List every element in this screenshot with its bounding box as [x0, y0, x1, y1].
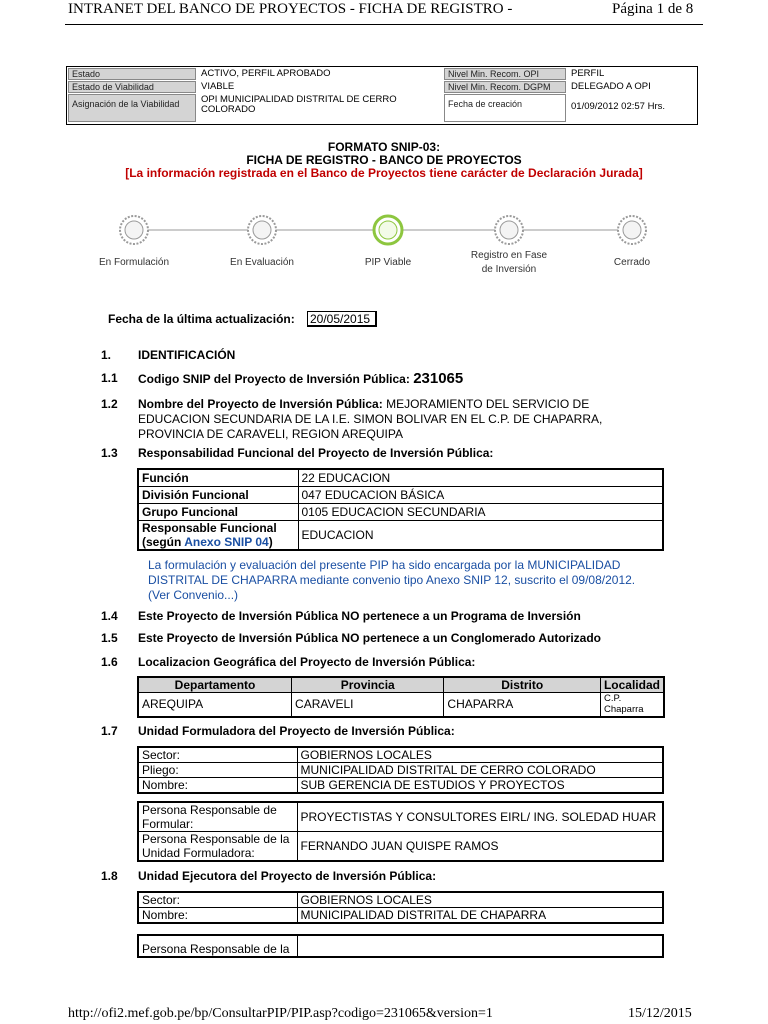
snip-code-label: Codigo SNIP del Proyecto de Inversión Pública: — [138, 372, 410, 386]
viabilidad-label: Estado de Viabilidad — [68, 81, 196, 93]
convenio-note-line2: DISTRITAL DE CHAPARRA mediante convenio tipo Anexo SNIP 12, suscrito el 09/08/2012. — [148, 573, 636, 587]
process-step-label: En Evaluación — [230, 257, 294, 268]
division-label: División Funcional — [138, 486, 298, 503]
functional-table — [137, 468, 664, 551]
loc-header-provincia: Provincia — [292, 677, 444, 693]
estado-value: ACTIVO, PERFIL APROBADO — [201, 69, 331, 79]
fecha-creacion-value: 01/09/2012 02:57 Hrs. — [571, 102, 666, 112]
uf-table — [137, 746, 664, 794]
responsable-value: EDUCACION — [298, 520, 663, 550]
conglomerado-statement: Este Proyecto de Inversión Pública NO pertenece a un Conglomerado Autorizado — [138, 631, 601, 645]
section-1-8-number: 1.8 — [101, 869, 118, 883]
loc-provincia: CARAVELI — [292, 693, 444, 717]
process-step-label: PIP Viable — [364, 257, 412, 268]
process-step-label: Cerrado — [613, 257, 651, 268]
responsable-label-text: Responsable Funcional — [142, 520, 277, 535]
status-table — [66, 66, 698, 125]
snip-code-line — [138, 371, 463, 387]
location-table — [137, 676, 665, 718]
project-name-line2: EDUCACION SECUNDARIA DE LA I.E. SIMON BOLIVAR EN EL C.P. DE CHAPARRA, — [138, 412, 603, 426]
print-header-title: INTRANET DEL BANCO DE PROYECTOS - FICHA DE REGISTRO - — [68, 1, 513, 17]
project-name-line3: PROVINCIA DE CARAVELI, REGION AREQUIPA — [138, 427, 403, 441]
responsable-label-segun: (según — [142, 534, 182, 549]
format-subtitle: FICHA DE REGISTRO - BANCO DE PROYECTOS — [246, 153, 522, 167]
project-name-block — [138, 397, 648, 442]
section-1-7-number: 1.7 — [101, 724, 118, 738]
section-number: 1. — [101, 348, 112, 362]
section-1-6-number: 1.6 — [101, 655, 118, 669]
responsabilidad-label: Responsabilidad Funcional del Proyecto de Inversión Pública: — [138, 446, 494, 460]
last-update-label: Fecha de la última actualización: — [108, 312, 295, 326]
nivel-opi-value: PERFIL — [571, 69, 605, 79]
snip-code: 231065 — [413, 370, 464, 387]
process-step-label: Registro en Fase de Inversión — [470, 250, 548, 275]
uf-persona-value: PROYECTISTAS Y CONSULTORES EIRL/ ING. SOLEDAD HUAR — [297, 802, 663, 832]
section-1-2-number: 1.2 — [101, 397, 118, 411]
section-1-5-number: 1.5 — [101, 631, 118, 645]
format-title: FORMATO SNIP-03: — [327, 140, 441, 154]
ue-persona-label: Persona Responsable de la — [138, 935, 297, 957]
project-name-label: Nombre del Proyecto de Inversión Pública: — [138, 397, 383, 411]
loc-localidad: C.P. Chaparra — [600, 693, 664, 717]
uf-nombre-label: Nombre: — [138, 778, 297, 794]
section-title: IDENTIFICACIÓN — [138, 348, 236, 362]
asignacion-label: Asignación de la Viabilidad — [68, 94, 196, 122]
loc-distrito: CHAPARRA — [444, 693, 601, 717]
ue-persons-table — [137, 934, 664, 958]
section-1-1-number: 1.1 — [101, 371, 118, 385]
uf-persona2-label: Persona Responsable de la Unidad Formuladora: — [138, 832, 297, 862]
process-step-node — [248, 216, 276, 244]
print-footer-date: 15/12/2015 — [628, 1006, 692, 1021]
ue-persona-value — [297, 935, 663, 957]
uf-persona2-value: FERNANDO JUAN QUISPE RAMOS — [297, 832, 663, 862]
process-step-node — [495, 216, 523, 244]
uf-persona-label: Persona Responsable de Formular: — [138, 802, 297, 832]
uf-pliego-value: MUNICIPALIDAD DISTRITAL DE CERRO COLORADO — [297, 763, 663, 778]
step-inner-circle — [253, 221, 271, 239]
project-name-line1: MEJORAMIENTO DEL SERVICIO DE — [386, 397, 590, 411]
step-inner-circle — [379, 221, 397, 239]
ue-sector-label: Sector: — [138, 892, 297, 908]
uf-nombre-value: SUB GERENCIA DE ESTUDIOS Y PROYECTOS — [297, 778, 663, 794]
grupo-value: 0105 EDUCACION SECUNDARIA — [298, 503, 663, 520]
ue-nombre-value: MUNICIPALIDAD DISTRITAL DE CHAPARRA — [297, 908, 663, 924]
ue-table — [137, 891, 664, 924]
ue-nombre-label: Nombre: — [138, 908, 297, 924]
convenio-note — [148, 558, 678, 603]
estado-label: Estado — [68, 68, 196, 80]
process-diagram — [100, 205, 660, 255]
process-step-label: En Formulación — [98, 257, 170, 268]
ver-convenio-link[interactable]: (Ver Convenio...) — [148, 588, 239, 602]
division-value: 047 EDUCACION BÁSICA — [298, 486, 663, 503]
loc-header-localidad: Localidad — [600, 677, 664, 693]
section-1-3-number: 1.3 — [101, 446, 118, 460]
uf-sector-label: Sector: — [138, 747, 297, 763]
loc-departamento: AREQUIPA — [138, 693, 292, 717]
fecha-creacion-label: Fecha de creación — [444, 94, 566, 122]
grupo-label: Grupo Funcional — [138, 503, 298, 520]
unidad-formuladora-label: Unidad Formuladora del Proyecto de Inversión Pública: — [138, 724, 455, 738]
uf-sector-value: GOBIERNOS LOCALES — [297, 747, 663, 763]
uf-persons-table — [137, 801, 664, 862]
loc-header-departamento: Departamento — [138, 677, 292, 693]
viabilidad-value: VIABLE — [201, 82, 235, 92]
process-step-node — [374, 216, 402, 244]
nivel-dgpm-value: DELEGADO A OPI — [571, 82, 651, 92]
step-inner-circle — [623, 221, 641, 239]
responsable-label-close: ) — [268, 534, 273, 549]
process-step-node — [120, 216, 148, 244]
step-inner-circle — [125, 221, 143, 239]
section-1-4-number: 1.4 — [101, 609, 118, 623]
localizacion-label: Localizacion Geográfica del Proyecto de Inversión Pública: — [138, 655, 476, 669]
funcion-label: Función — [138, 469, 298, 486]
last-update-value: 20/05/2015 — [307, 311, 377, 327]
programa-statement: Este Proyecto de Inversión Pública NO pertenece a un Programa de Inversión — [138, 609, 581, 623]
anexo-snip-04-link[interactable]: Anexo SNIP 04 — [184, 534, 269, 549]
print-header-page: Página 1 de 8 — [612, 1, 694, 17]
responsable-label — [138, 520, 298, 550]
nivel-dgpm-label: Nivel Min. Recom. DGPM — [444, 81, 566, 93]
funcion-value: 22 EDUCACION — [298, 469, 663, 486]
convenio-note-line1: La formulación y evaluación del presente PIP ha sido encargada por la MUNICIPALIDAD — [148, 558, 621, 572]
process-step-node — [618, 216, 646, 244]
nivel-opi-label: Nivel Min. Recom. OPI — [444, 68, 566, 80]
step-inner-circle — [500, 221, 518, 239]
print-footer-url: http://ofi2.mef.gob.pe/bp/ConsultarPIP/PIP.asp?codigo=231065&version=1 — [68, 1006, 493, 1021]
header-divider — [65, 24, 703, 25]
loc-header-distrito: Distrito — [444, 677, 601, 693]
asignacion-value: OPI MUNICIPALIDAD DISTRITAL DE CERRO COLORADO — [201, 95, 397, 115]
uf-pliego-label: Pliego: — [138, 763, 297, 778]
format-declaration: [La información registrada en el Banco de Proyectos tiene carácter de Declaración Jurada] — [125, 166, 643, 180]
unidad-ejecutora-label: Unidad Ejecutora del Proyecto de Inversión Pública: — [138, 869, 437, 883]
ue-sector-value: GOBIERNOS LOCALES — [297, 892, 663, 908]
